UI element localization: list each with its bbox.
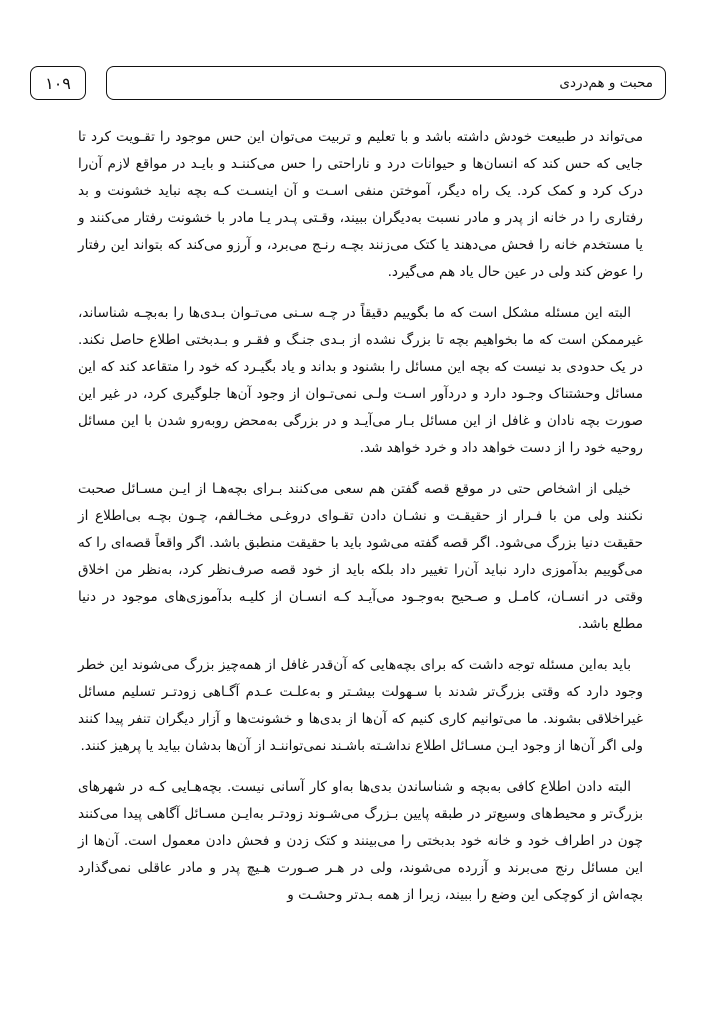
paragraph-4: باید به‌این مسئله توجه داشت که برای بچه‌هایی که آن‌قدر غافل از همه‌چیز بزرگ می‌شوند این خطر وجود دارد که وقتی بزرگ‌تر شدند با سـهولت بیشـتر و به‌علـت عـدم آگـاهی زودتـر تسلیم مسائل غیراخلاقی بشوند. ما می‌توانیم کاری کنیم که آن‌ها از بدی‌ها و خشونت‌ها و آزار دیگران تنفر پیدا کنند ولی اگر آن‌ها از وجود ایـن مسـائل اطلاع نداشـته باشـند نمی‌تواننـد از آن‌ها بدشان بیاید یا پرهیز کنند.	[78, 657, 643, 754]
paragraph-2: البته این مسئله مشکل است که ما بگوییم دقیقاً در چـه سـنی می‌تـوان بـدی‌ها را به‌بچـه شناساند، غیرممکن است که ما بخواهیم بچه تا بزرگ نشده از بـدی جنـگ و فقـر و بـدبختی اطلاع حاصل نکند. در یک حدودی بد نیست که بچه این مسائل را بشنود و بداند و یاد بگیـرد که خود را متقاعد کند که این مسائل وحشتناک وجـود دارد و دردآور اسـت ولـی نمی‌تـوان از وجود آن‌ها جلوگیری کرد، در غیر این صورت بچه نادان و غافل از این مسائل بـار می‌آیـد و در بزرگی به‌محض روبه‌رو شدن با این مسائل روحیه خود را از دست خواهد داد و خرد خواهد شد.	[78, 305, 643, 456]
body-text	[78, 124, 643, 923]
page-header	[0, 66, 718, 106]
paragraph-5: البته دادن اطلاع کافی به‌بچه و شناساندن بدی‌ها به‌او کار آسانی نیست. بچه‌هـایی کـه در شهرهای بزرگ‌تر و محیط‌های وسیع‌تر در طبقه پایین بـزرگ می‌شـوند زودتـر به‌ایـن مسـائل آگاهی پیدا می‌کنند چون در اطراف خود و خانه خود بدبختی را می‌بینند و کتک زدن و فحش دادن معمول است. آن‌ها از این مسائل رنج می‌برند و آزرده می‌شوند، ولی در هـر صـورت هـیچ پدر و مادر عاقلی نمی‌گذارد بچه‌اش از کوچکی این وضع را ببیند، زیرا از همه بـدتر وحشـت و	[78, 779, 643, 903]
paragraph-3: خیلی از اشخاص حتی در موقع قصه گفتن هم سعی می‌کنند بـرای بچه‌هـا از ایـن مسـائل صحبت نکنند ولی من با فـرار از حقیقـت و نشـان دادن تقـوای دروغـی مخـالفم، چـون بچـه بی‌اطلاع از حقیقت دنیا بزرگ می‌شود. اگر قصه گفته می‌شود باید با حقیقت منطبق باشد. اگر واقعاً قصه‌ای را که می‌گوییم بدآموزی دارد نباید آن‌را تغییر داد بلکه باید از خود قصه صرف‌نظر کرد، به‌نظر من اخلاق وقتی در انسـان، کامـل و صـحیح به‌وجـود می‌آیـد کـه انسـان از کلیـه بدآموزی‌های موجود در دنیا مطلع باشد.	[78, 481, 643, 632]
page-number: ۱۰۹	[30, 66, 86, 100]
paragraph-1: می‌تواند در طبیعت خودش داشته باشد و با تعلیم و تربیت می‌توان این حس موجود را تقـویت کرد تا جایی که حس کند که انسان‌ها و حیوانات درد و ناراحتی را حس می‌کننـد و بایـد در مواقع لازم آن‌را درک کرد و کمک کرد. یک راه دیگر، آموختن منفی اسـت و آن اینسـت کـه بچه نباید خشونت و بد رفتاری را در خانه از پدر و مادر نسبت به‌دیگران ببیند، وقـتی پـدر یـا مادر با خشونت رفتار می‌کنند و یا مستخدم خانه را فحش می‌دهند یا کتک می‌زنند بچـه رنـج می‌برد، و آرزو می‌کند که بتواند این رفتار را عوض کند ولی در عین حال یاد هم می‌گیرد.	[78, 129, 643, 280]
running-title: محبت و هم‌دردی	[106, 66, 666, 100]
